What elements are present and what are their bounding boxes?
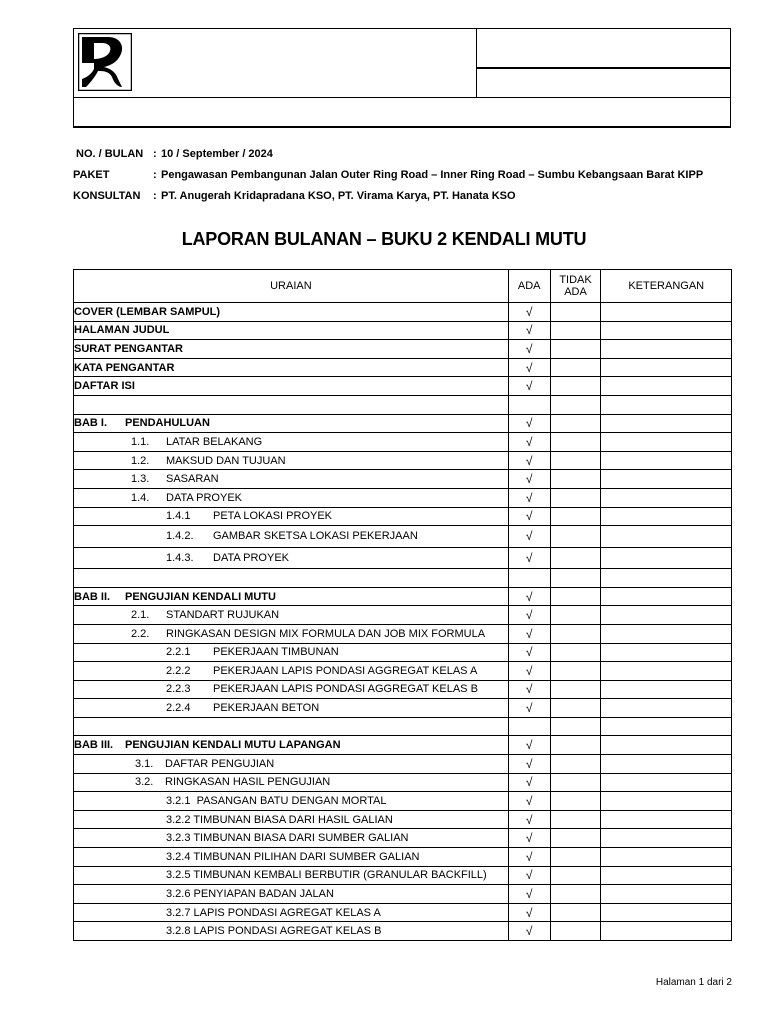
cell-tidak-ada bbox=[550, 624, 601, 643]
meta-colon: : bbox=[153, 189, 157, 202]
header-tidak-ada bbox=[550, 270, 601, 303]
document-header bbox=[73, 28, 731, 128]
cell-uraian bbox=[74, 470, 509, 489]
cell-keterangan bbox=[601, 903, 732, 922]
item-number: 3.1. bbox=[135, 757, 154, 770]
table-row-spacer bbox=[74, 569, 732, 588]
table-row bbox=[74, 606, 732, 625]
item-label: HALAMAN JUDUL bbox=[74, 324, 170, 337]
cell-uraian bbox=[74, 587, 509, 606]
cell-tidak-ada bbox=[550, 414, 601, 433]
cell-uraian bbox=[74, 414, 509, 433]
cell-ada bbox=[508, 829, 550, 848]
cell-tidak-ada bbox=[550, 526, 601, 548]
item-label: STANDART RUJUKAN bbox=[166, 609, 280, 622]
cell-tidak-ada bbox=[550, 587, 601, 606]
table-row bbox=[74, 866, 732, 885]
cell-tidak-ada bbox=[550, 736, 601, 755]
cell-keterangan bbox=[601, 829, 732, 848]
table-row bbox=[74, 433, 732, 452]
cell-tidak-ada bbox=[550, 569, 601, 588]
cell-keterangan bbox=[601, 358, 732, 377]
cell-keterangan bbox=[601, 755, 732, 774]
cell-keterangan bbox=[601, 624, 732, 643]
table-row bbox=[74, 340, 732, 359]
table-row-spacer bbox=[74, 717, 732, 736]
cell-uraian bbox=[74, 358, 509, 377]
table-row bbox=[74, 470, 732, 489]
header-uraian: URAIAN bbox=[74, 270, 509, 303]
cell-keterangan bbox=[601, 662, 732, 681]
checkmark-icon: √ bbox=[525, 304, 533, 319]
table-row bbox=[74, 903, 732, 922]
cell-ada bbox=[508, 377, 550, 396]
cell-uraian bbox=[74, 643, 509, 662]
item-label: RINGKASAN HASIL PENGUJIAN bbox=[165, 776, 331, 789]
cell-ada bbox=[508, 433, 550, 452]
cell-keterangan bbox=[601, 547, 732, 569]
cell-tidak-ada bbox=[550, 810, 601, 829]
cell-uraian bbox=[74, 547, 509, 569]
cell-uraian bbox=[74, 377, 509, 396]
checkmark-icon: √ bbox=[525, 701, 533, 716]
cell-ada bbox=[508, 922, 550, 941]
item-number: 2.2.2 bbox=[166, 664, 191, 677]
item-label: PENGUJIAN KENDALI MUTU LAPANGAN bbox=[125, 739, 341, 752]
cell-keterangan bbox=[601, 699, 732, 718]
table-row bbox=[74, 699, 732, 718]
cell-uraian bbox=[74, 526, 509, 548]
cell-ada bbox=[508, 488, 550, 507]
cell-tidak-ada bbox=[550, 829, 601, 848]
checkmark-icon: √ bbox=[525, 434, 533, 449]
table-row bbox=[74, 755, 732, 774]
table-row bbox=[74, 414, 732, 433]
table-row bbox=[74, 303, 732, 322]
cell-tidak-ada bbox=[550, 792, 601, 811]
cell-uraian bbox=[74, 321, 509, 340]
cell-uraian bbox=[74, 433, 509, 452]
checkmark-icon: √ bbox=[525, 682, 533, 697]
checkmark-icon: √ bbox=[525, 868, 533, 883]
item-label: PETA LOKASI PROYEK bbox=[213, 510, 333, 523]
cell-tidak-ada bbox=[550, 755, 601, 774]
item-number: BAB II. bbox=[74, 590, 111, 603]
table-row bbox=[74, 547, 732, 569]
cell-keterangan bbox=[601, 922, 732, 941]
checkmark-icon: √ bbox=[525, 341, 533, 356]
cell-uraian bbox=[74, 810, 509, 829]
table-row bbox=[74, 773, 732, 792]
cell-tidak-ada bbox=[550, 866, 601, 885]
cell-uraian bbox=[74, 848, 509, 867]
cell-ada bbox=[508, 810, 550, 829]
item-label: PEKERJAAN BETON bbox=[213, 702, 320, 715]
item-number: 1.1. bbox=[131, 435, 150, 448]
cell-keterangan bbox=[601, 792, 732, 811]
cell-uraian bbox=[74, 569, 509, 588]
table-row bbox=[74, 451, 732, 470]
cell-tidak-ada bbox=[550, 662, 601, 681]
table-row bbox=[74, 922, 732, 941]
meta-label: NO. / BULAN bbox=[76, 147, 144, 160]
checkmark-icon: √ bbox=[525, 509, 533, 524]
item-label: 3.2.7 LAPIS PONDASI AGREGAT KELAS A bbox=[166, 906, 381, 919]
cell-keterangan bbox=[601, 773, 732, 792]
cell-keterangan bbox=[601, 736, 732, 755]
cell-keterangan bbox=[601, 377, 732, 396]
meta-label: PAKET bbox=[73, 168, 110, 181]
meta-row-no-bulan bbox=[73, 143, 733, 164]
cell-ada bbox=[508, 395, 550, 414]
cell-uraian bbox=[74, 680, 509, 699]
cell-keterangan bbox=[601, 507, 732, 526]
header-bottom-cell bbox=[74, 97, 730, 127]
item-label: PEKERJAAN LAPIS PONDASI AGGREGAT KELAS A bbox=[213, 664, 478, 677]
item-label: 3.2.5 TIMBUNAN KEMBALI BERBUTIR (GRANULAR BACKFILL) bbox=[166, 869, 487, 882]
item-number: 2.2. bbox=[131, 627, 150, 640]
cell-ada bbox=[508, 717, 550, 736]
checkmark-icon: √ bbox=[525, 490, 533, 505]
item-label: DAFTAR PENGUJIAN bbox=[165, 757, 275, 770]
cell-tidak-ada bbox=[550, 395, 601, 414]
cell-uraian bbox=[74, 699, 509, 718]
cell-ada bbox=[508, 755, 550, 774]
checkmark-icon: √ bbox=[525, 626, 533, 641]
item-label: RINGKASAN DESIGN MIX FORMULA DAN JOB MIX FORMULA bbox=[166, 627, 486, 640]
cell-keterangan bbox=[601, 885, 732, 904]
item-label: MAKSUD DAN TUJUAN bbox=[166, 454, 286, 467]
item-number: 2.2.3 bbox=[166, 683, 191, 696]
item-label: PEKERJAAN LAPIS PONDASI AGGREGAT KELAS B bbox=[213, 683, 478, 696]
checkmark-icon: √ bbox=[525, 663, 533, 678]
header-right-bottom-cell bbox=[477, 69, 730, 97]
checkmark-icon: √ bbox=[525, 645, 533, 660]
checkmark-icon: √ bbox=[525, 775, 533, 790]
checkmark-icon: √ bbox=[525, 794, 533, 809]
cell-keterangan bbox=[601, 848, 732, 867]
item-number: 3.2. bbox=[135, 776, 154, 789]
cell-ada bbox=[508, 848, 550, 867]
checkmark-icon: √ bbox=[525, 831, 533, 846]
checkmark-icon: √ bbox=[525, 756, 533, 771]
cell-tidak-ada bbox=[550, 885, 601, 904]
cell-keterangan bbox=[601, 433, 732, 452]
cell-tidak-ada bbox=[550, 717, 601, 736]
cell-uraian bbox=[74, 736, 509, 755]
checkmark-icon: √ bbox=[525, 472, 533, 487]
checkmark-icon: √ bbox=[525, 738, 533, 753]
pu-logo-icon bbox=[78, 33, 132, 91]
cell-keterangan bbox=[601, 643, 732, 662]
cell-ada bbox=[508, 773, 550, 792]
table-row bbox=[74, 377, 732, 396]
cell-uraian bbox=[74, 624, 509, 643]
item-number: 2.1. bbox=[131, 609, 150, 622]
cell-tidak-ada bbox=[550, 470, 601, 489]
cell-uraian bbox=[74, 792, 509, 811]
meta-row-konsultan bbox=[73, 185, 733, 206]
report-meta bbox=[73, 143, 733, 206]
meta-value: 10 / September / 2024 bbox=[161, 147, 273, 160]
cell-keterangan bbox=[601, 606, 732, 625]
meta-value: Pengawasan Pembangunan Jalan Outer Ring Road – Inner Ring Road – Sumbu Kebangsaan Barat KIPP bbox=[161, 168, 704, 181]
cell-ada bbox=[508, 547, 550, 569]
cell-tidak-ada bbox=[550, 903, 601, 922]
cell-ada bbox=[508, 414, 550, 433]
item-number: BAB I. bbox=[74, 417, 107, 430]
cell-uraian bbox=[74, 755, 509, 774]
cell-ada bbox=[508, 736, 550, 755]
cell-uraian bbox=[74, 717, 509, 736]
cell-uraian bbox=[74, 507, 509, 526]
cell-ada bbox=[508, 340, 550, 359]
table-header-row bbox=[74, 270, 732, 303]
cell-ada bbox=[508, 699, 550, 718]
cell-tidak-ada bbox=[550, 922, 601, 941]
item-number: 2.2.4 bbox=[166, 702, 191, 715]
header-keterangan: KETERANGAN bbox=[601, 270, 732, 303]
meta-value: PT. Anugerah Kridapradana KSO, PT. Virama Karya, PT. Hanata KSO bbox=[161, 189, 516, 202]
cell-uraian bbox=[74, 829, 509, 848]
meta-colon: : bbox=[153, 168, 157, 181]
table-row bbox=[74, 587, 732, 606]
checkmark-icon: √ bbox=[525, 608, 533, 623]
item-number: 1.4. bbox=[131, 491, 150, 504]
cell-keterangan bbox=[601, 340, 732, 359]
cell-ada bbox=[508, 451, 550, 470]
table-row bbox=[74, 829, 732, 848]
item-number: 1.4.3. bbox=[166, 551, 194, 564]
cell-keterangan bbox=[601, 866, 732, 885]
cell-keterangan bbox=[601, 303, 732, 322]
item-label: DAFTAR ISI bbox=[74, 380, 135, 393]
table-row bbox=[74, 526, 732, 548]
cell-ada bbox=[508, 587, 550, 606]
cell-tidak-ada bbox=[550, 433, 601, 452]
cell-ada bbox=[508, 470, 550, 489]
table-row bbox=[74, 507, 732, 526]
item-label: LATAR BELAKANG bbox=[166, 435, 263, 448]
cell-ada bbox=[508, 303, 550, 322]
document-title: LAPORAN BULANAN – BUKU 2 KENDALI MUTU bbox=[181, 229, 587, 249]
cell-ada bbox=[508, 507, 550, 526]
checkmark-icon: √ bbox=[525, 453, 533, 468]
cell-tidak-ada bbox=[550, 507, 601, 526]
item-label: GAMBAR SKETSA LOKASI PEKERJAAN bbox=[213, 530, 418, 543]
cell-uraian bbox=[74, 922, 509, 941]
checkmark-icon: √ bbox=[525, 323, 533, 338]
table-row bbox=[74, 643, 732, 662]
item-label: DATA PROYEK bbox=[166, 491, 243, 504]
cell-ada bbox=[508, 643, 550, 662]
checklist-table bbox=[73, 269, 732, 941]
item-number: 1.3. bbox=[131, 473, 150, 486]
item-label: COVER (LEMBAR SAMPUL) bbox=[74, 305, 221, 318]
table-row bbox=[74, 662, 732, 681]
header-ada: ADA bbox=[508, 270, 550, 303]
cell-keterangan bbox=[601, 321, 732, 340]
meta-label: KONSULTAN bbox=[73, 189, 141, 202]
cell-uraian bbox=[74, 340, 509, 359]
item-label: 3.2.1 PASANGAN BATU DENGAN MORTAL bbox=[166, 795, 387, 808]
checkmark-icon: √ bbox=[525, 550, 533, 565]
cell-tidak-ada bbox=[550, 680, 601, 699]
cell-uraian bbox=[74, 885, 509, 904]
item-label: PENGUJIAN KENDALI MUTU bbox=[125, 590, 276, 603]
cell-tidak-ada bbox=[550, 848, 601, 867]
item-label: 3.2.8 LAPIS PONDASI AGREGAT KELAS B bbox=[166, 925, 382, 938]
table-row bbox=[74, 680, 732, 699]
cell-uraian bbox=[74, 395, 509, 414]
cell-keterangan bbox=[601, 395, 732, 414]
cell-tidak-ada bbox=[550, 303, 601, 322]
cell-uraian bbox=[74, 903, 509, 922]
page-number: Halaman 1 dari 2 bbox=[655, 977, 732, 988]
cell-ada bbox=[508, 606, 550, 625]
meta-colon: : bbox=[153, 147, 157, 160]
checkmark-icon: √ bbox=[525, 812, 533, 827]
checkmark-icon: √ bbox=[525, 849, 533, 864]
header-tidak-ada-line1: TIDAK bbox=[559, 274, 592, 286]
cell-ada bbox=[508, 624, 550, 643]
checkmark-icon: √ bbox=[525, 529, 533, 544]
cell-keterangan bbox=[601, 414, 732, 433]
item-label: PENDAHULUAN bbox=[125, 417, 210, 430]
cell-ada bbox=[508, 358, 550, 377]
table-row bbox=[74, 624, 732, 643]
item-label: SASARAN bbox=[166, 473, 219, 486]
cell-tidak-ada bbox=[550, 340, 601, 359]
cell-uraian bbox=[74, 488, 509, 507]
item-number: 2.2.1 bbox=[166, 646, 191, 659]
cell-tidak-ada bbox=[550, 773, 601, 792]
checkmark-icon: √ bbox=[525, 379, 533, 394]
item-label: PEKERJAAN TIMBUNAN bbox=[213, 646, 339, 659]
item-number: BAB III. bbox=[74, 739, 114, 752]
checkmark-icon: √ bbox=[525, 887, 533, 902]
table-row-spacer bbox=[74, 395, 732, 414]
cell-ada bbox=[508, 885, 550, 904]
cell-tidak-ada bbox=[550, 358, 601, 377]
cell-uraian bbox=[74, 662, 509, 681]
cell-uraian bbox=[74, 866, 509, 885]
cell-keterangan bbox=[601, 569, 732, 588]
item-label: 3.2.6 PENYIAPAN BADAN JALAN bbox=[166, 888, 334, 901]
cell-keterangan bbox=[601, 717, 732, 736]
item-number: 1.4.1 bbox=[166, 510, 191, 523]
cell-tidak-ada bbox=[550, 321, 601, 340]
checkmark-icon: √ bbox=[525, 416, 533, 431]
checkmark-icon: √ bbox=[525, 360, 533, 375]
header-right-top-cell bbox=[477, 29, 730, 69]
cell-keterangan bbox=[601, 451, 732, 470]
item-label: 3.2.2 TIMBUNAN BIASA DARI HASIL GALIAN bbox=[166, 813, 393, 826]
table-row bbox=[74, 848, 732, 867]
cell-tidak-ada bbox=[550, 488, 601, 507]
item-label: KATA PENGANTAR bbox=[74, 361, 175, 374]
checkmark-icon: √ bbox=[525, 589, 533, 604]
cell-keterangan bbox=[601, 470, 732, 489]
cell-ada bbox=[508, 321, 550, 340]
checkmark-icon: √ bbox=[525, 924, 533, 939]
cell-tidak-ada bbox=[550, 606, 601, 625]
cell-keterangan bbox=[601, 526, 732, 548]
table-row bbox=[74, 792, 732, 811]
cell-ada bbox=[508, 866, 550, 885]
item-label: 3.2.3 TIMBUNAN BIASA DARI SUMBER GALIAN bbox=[166, 832, 409, 845]
cell-ada bbox=[508, 903, 550, 922]
cell-ada bbox=[508, 569, 550, 588]
cell-ada bbox=[508, 526, 550, 548]
meta-row-paket bbox=[73, 164, 733, 185]
table-row bbox=[74, 885, 732, 904]
item-label: 3.2.4 TIMBUNAN PILIHAN DARI SUMBER GALIAN bbox=[166, 850, 420, 863]
cell-tidak-ada bbox=[550, 547, 601, 569]
cell-tidak-ada bbox=[550, 377, 601, 396]
header-tidak-ada-line2: ADA bbox=[564, 286, 587, 298]
checkmark-icon: √ bbox=[525, 905, 533, 920]
cell-tidak-ada bbox=[550, 699, 601, 718]
cell-ada bbox=[508, 662, 550, 681]
cell-uraian bbox=[74, 606, 509, 625]
cell-keterangan bbox=[601, 810, 732, 829]
cell-keterangan bbox=[601, 488, 732, 507]
cell-ada bbox=[508, 680, 550, 699]
table-row bbox=[74, 810, 732, 829]
cell-uraian bbox=[74, 773, 509, 792]
item-number: 1.2. bbox=[131, 454, 150, 467]
cell-uraian bbox=[74, 303, 509, 322]
table-row bbox=[74, 358, 732, 377]
cell-keterangan bbox=[601, 680, 732, 699]
item-label: DATA PROYEK bbox=[213, 551, 290, 564]
item-label: SURAT PENGANTAR bbox=[74, 342, 183, 355]
cell-keterangan bbox=[601, 587, 732, 606]
item-number: 1.4.2. bbox=[166, 530, 194, 543]
cell-tidak-ada bbox=[550, 643, 601, 662]
table-row bbox=[74, 321, 732, 340]
cell-ada bbox=[508, 792, 550, 811]
table-row bbox=[74, 736, 732, 755]
cell-uraian bbox=[74, 451, 509, 470]
table-row bbox=[74, 488, 732, 507]
cell-tidak-ada bbox=[550, 451, 601, 470]
logo-cell bbox=[74, 29, 477, 97]
